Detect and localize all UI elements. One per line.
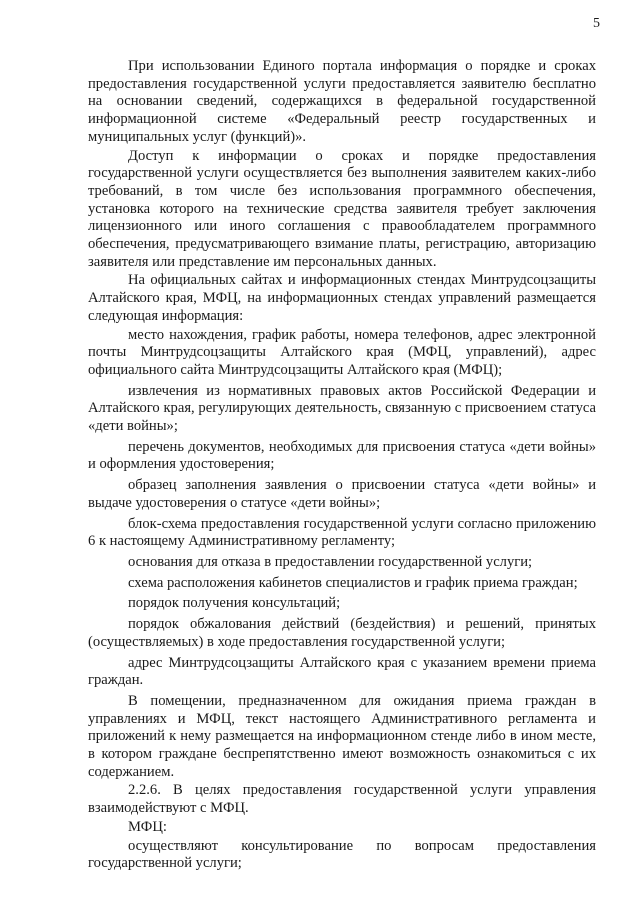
paragraph-portal-info: При использовании Единого портала информация о порядке и сроках предоставления государственной услуги предоставляется заявителю бесплатно на основании сведений, содержащихся в федеральной государственной информационной системе «Федеральный реестр государственных и муниципальных услуг (функций)».: [88, 58, 596, 145]
paragraph-waiting-room: В помещении, предназначенном для ожидания приема граждан в управлениях и МФЦ, текст настоящего Административного регламента и приложений к нему размещается на информационном стенде либо в ином месте, в котором граждане беспрепятственно имеют возможность ознакомиться с их содержанием.: [88, 692, 596, 780]
document-body: [88, 58, 596, 873]
list-item-address: адрес Минтрудсоцзащиты Алтайского края с указанием времени приема граждан.: [88, 654, 596, 689]
paragraph-official-sites: На официальных сайтах и информационных стендах Минтрудсоцзащиты Алтайского края, МФЦ, на информационных стендах управлений размещается следующая информация:: [88, 272, 596, 324]
list-item-refusal-grounds: основания для отказа в предоставлении государственной услуги;: [128, 553, 533, 570]
list-item-consultations: порядок получения консультаций;: [128, 595, 341, 612]
list-item-documents: перечень документов, необходимых для присвоения статуса «дети войны» и оформления удостоверения;: [88, 438, 596, 473]
list-item-sample-form: образец заполнения заявления о присвоении статуса «дети войны» и выдаче удостоверения о статусе «дети войны»;: [88, 477, 596, 511]
list-item-location: место нахождения, график работы, номера телефонов, адрес электронной почты Минтрудсоцзащиты Алтайского края (МФЦ, управлений), адрес официального сайта Минтрудсоцзащиты Алтайского края (МФЦ);: [88, 326, 596, 378]
paragraph-mfc-label: МФЦ:: [128, 818, 167, 835]
list-item-legal-extracts: извлечения из нормативных правовых актов Российской Федерации и Алтайского края, регулирующих деятельность, связанную с присвоением статуса «дети войны»;: [88, 382, 596, 435]
list-item-appeals: порядок обжалования действий (бездействия) и решений, принятых (осуществляемых) в ходе предоставления государственной услуги;: [88, 616, 596, 650]
list-item-flowchart: блок-схема предоставления государственной услуги согласно приложению 6 к настоящему Административному регламенту;: [88, 515, 596, 550]
list-item-office-layout: схема расположения кабинетов специалистов и график приема граждан;: [128, 574, 578, 591]
paragraph-access-info: Доступ к информации о сроках и порядке предоставления государственной услуги осуществляется без выполнения заявителем каких-либо требований, в том числе без использования программного обеспечения, установка которого на технические средства заявителя требует заключения лицензионного или иного соглашения с правообладателем программного обеспечения, предусматривающего взимание платы, регистрацию, авторизацию заявителя или представление им персональных данных.: [88, 147, 596, 270]
page-number: 5: [593, 16, 600, 31]
paragraph-section-2-2-6: 2.2.6. В целях предоставления государственной услуги управления взаимодействуют с МФЦ.: [88, 782, 596, 817]
paragraph-mfc-consulting: осуществляют консультирование по вопросам предоставления государственной услуги;: [88, 837, 596, 872]
